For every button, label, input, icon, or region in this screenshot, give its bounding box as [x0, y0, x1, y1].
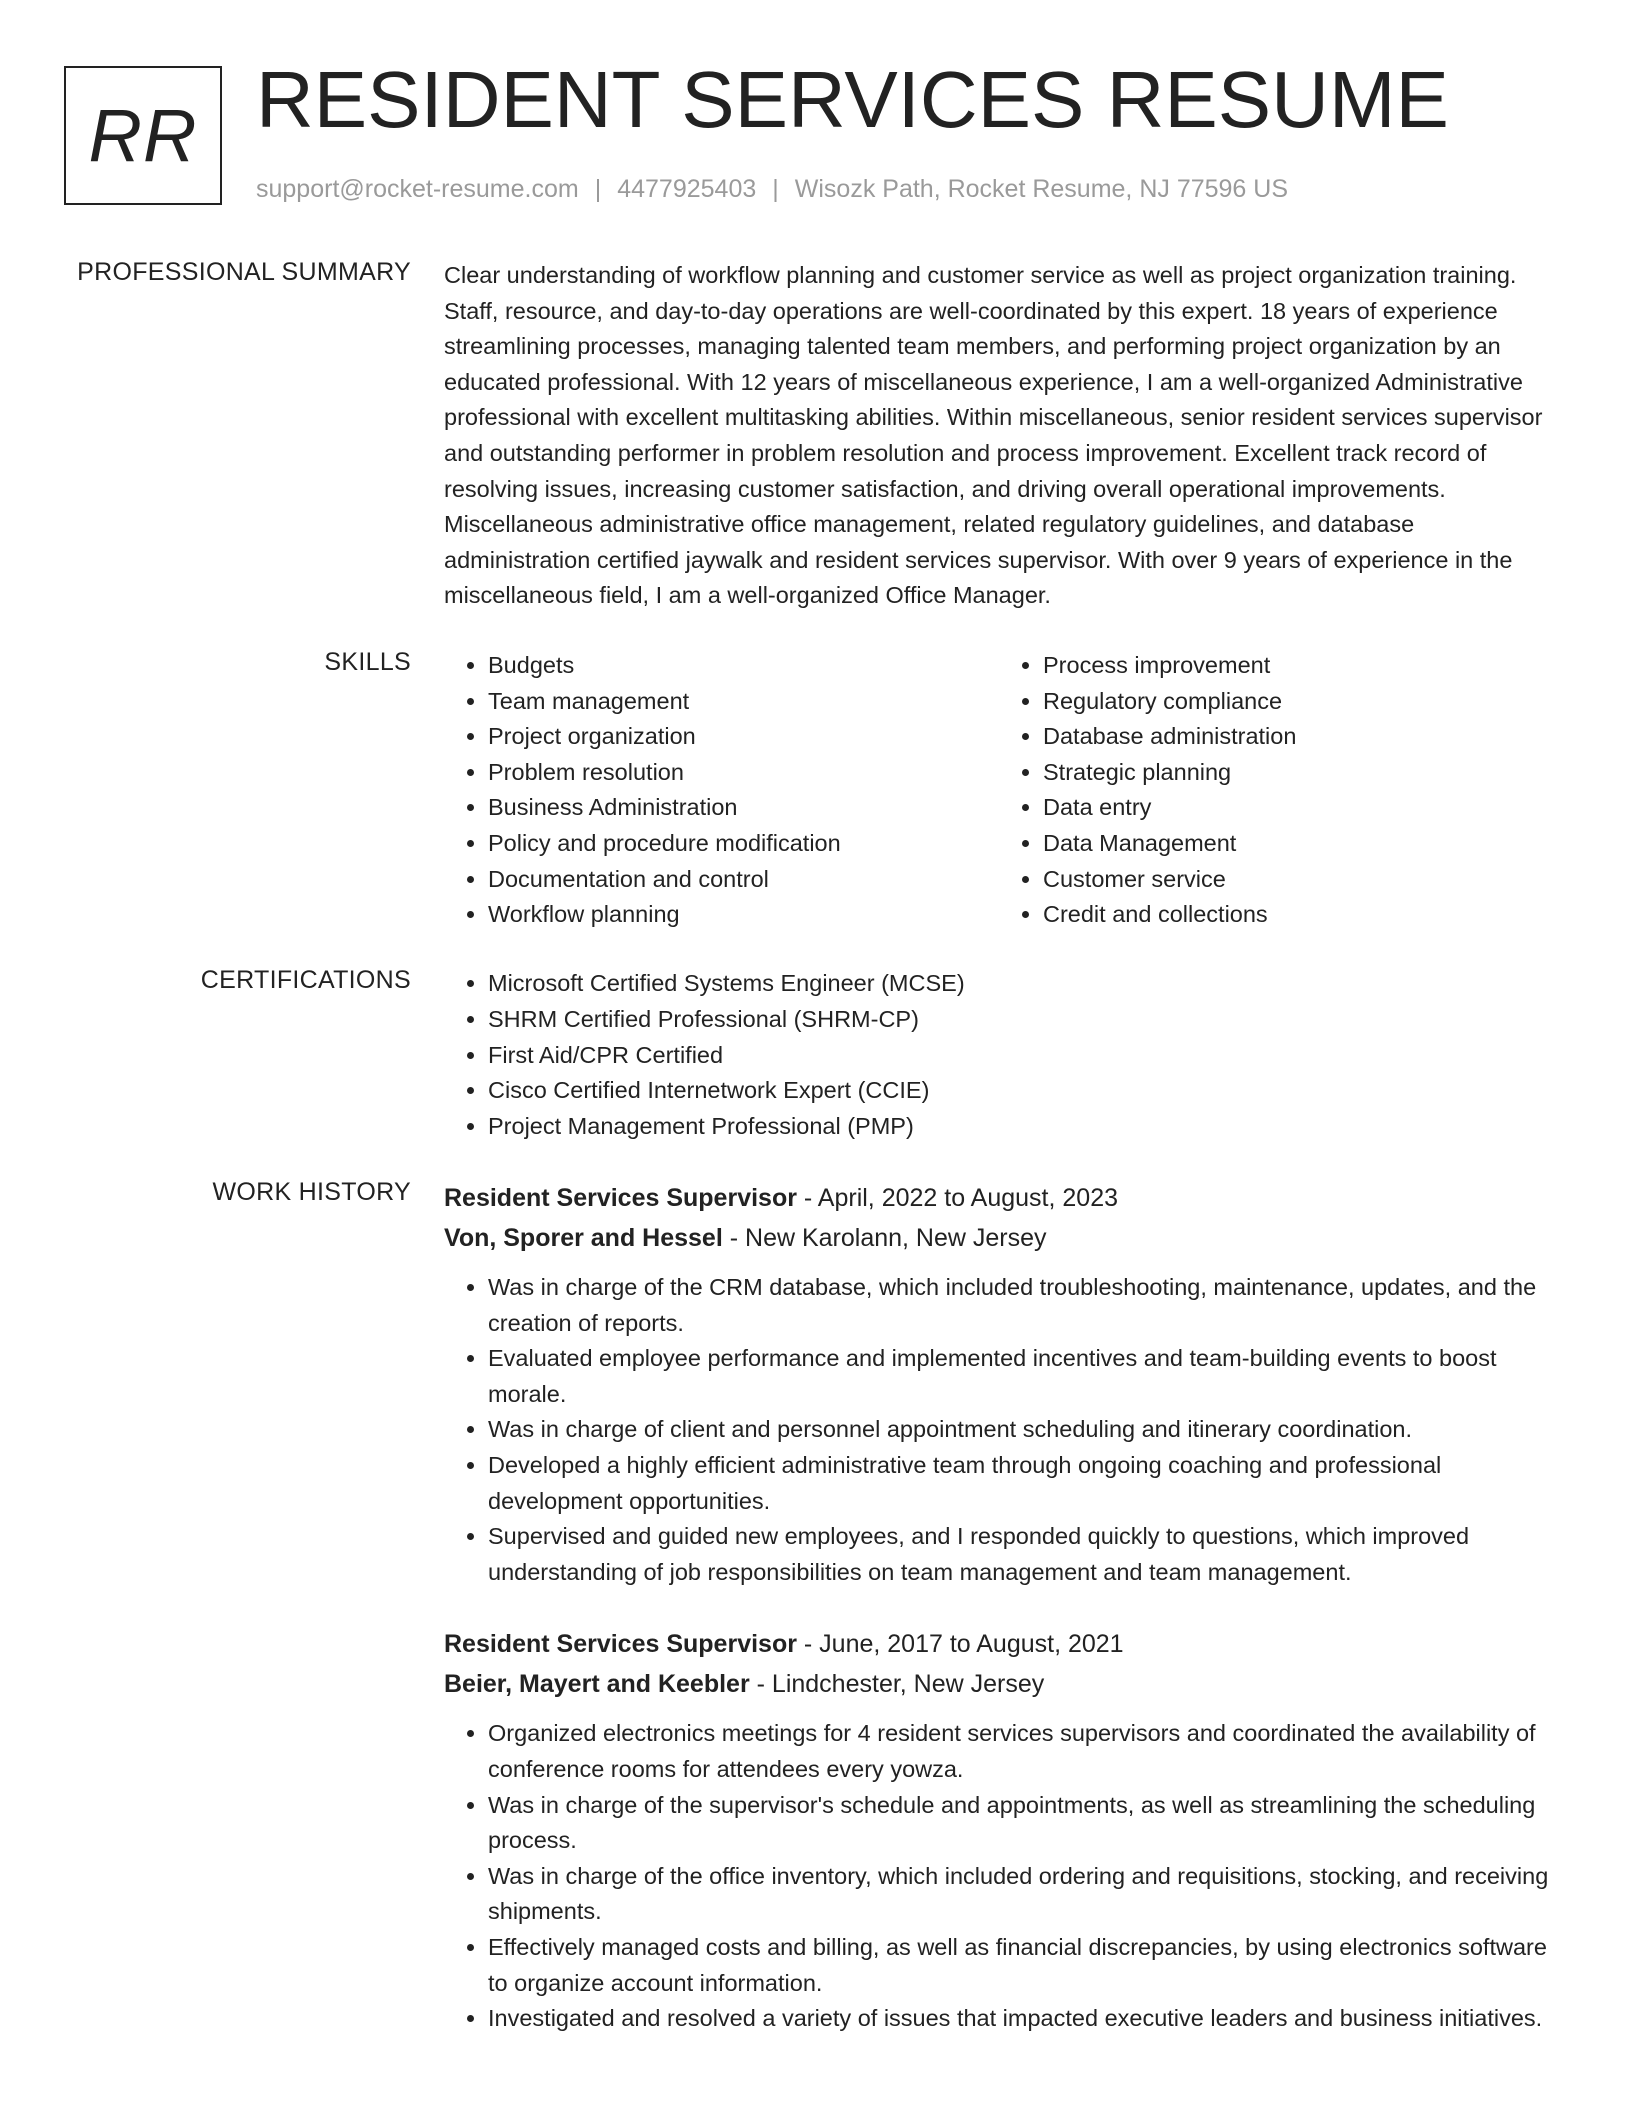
skill-item: • Credit and collections: [1043, 897, 1554, 933]
job-title-line: [444, 1178, 1554, 1218]
skill-item: • Process improvement: [1043, 648, 1554, 684]
contact-line: [256, 175, 1288, 204]
skill-item: • Business Administration: [488, 790, 999, 826]
contact-email[interactable]: support@rocket-resume.com: [256, 175, 579, 203]
skill-item: • Customer service: [1043, 862, 1554, 898]
summary-text: Clear understanding of workflow planning and customer service as well as project organization training. Staff, resource, and day-to-day operations are well-coordinated by this expert. 18 years of experience streamlining processes, managing talented team members, and performing project organization by an educated professional. With 12 years of miscellaneous experience, I am a well-organized Administrative professional with excellent multitasking abilities. Within miscellaneous, senior resident services supervisor and outstanding performer in problem resolution and process improvement. Excellent track record of resolving issues, increasing customer satisfaction, and driving overall operational improvements. Miscellaneous administrative office management, related regulatory guidelines, and database administration certified jaywalk and resident services supervisor. With over 9 years of experience in the miscellaneous field, I am a well-organized Office Manager.: [444, 262, 1543, 609]
skill-item: • Data entry: [1043, 790, 1554, 826]
resume-title: RESIDENT SERVICES RESUME: [256, 55, 1449, 144]
job-location: - New Karolann, New Jersey: [722, 1224, 1047, 1252]
job-entry: [444, 1624, 1554, 2036]
job-bullets: [444, 1270, 1554, 1590]
certification-item: • Project Management Professional (PMP): [488, 1109, 1554, 1145]
skill-item: • Policy and procedure modification: [488, 826, 999, 862]
skills-list-right: [999, 648, 1554, 933]
certification-item: • SHRM Certified Professional (SHRM-CP): [488, 1002, 1554, 1038]
certification-item: • First Aid/CPR Certified: [488, 1038, 1554, 1074]
job-company: Von, Sporer and Hessel: [444, 1224, 723, 1252]
work-history-body: [444, 1178, 1554, 2037]
certifications-list: [444, 966, 1554, 1145]
skill-item: • Team management: [488, 684, 999, 720]
job-bullet: • Evaluated employee performance and implemented incentives and team-building events to boost morale.: [488, 1341, 1554, 1412]
certifications-body: [444, 966, 1554, 1145]
job-title: Resident Services Supervisor: [444, 1184, 797, 1212]
certification-item: • Cisco Certified Internetwork Expert (CCIE): [488, 1073, 1554, 1109]
skill-item: • Strategic planning: [1043, 755, 1554, 791]
skills-columns: [444, 648, 1554, 933]
certifications-heading: CERTIFICATIONS: [200, 966, 411, 994]
job-dates: - April, 2022 to August, 2023: [796, 1184, 1119, 1212]
summary-body: [444, 258, 1554, 614]
job-bullet: • Effectively managed costs and billing, as well as financial discrepancies, by using electronics software to organize account information.: [488, 1930, 1554, 2001]
skill-item: • Regulatory compliance: [1043, 684, 1554, 720]
contact-separator: |: [594, 175, 602, 203]
skills-list-left: [444, 648, 999, 933]
job-bullet: • Was in charge of the CRM database, which included troubleshooting, maintenance, updates, and the creation of reports.: [488, 1270, 1554, 1341]
skill-item: • Budgets: [488, 648, 999, 684]
skill-item: • Problem resolution: [488, 755, 999, 791]
job-title-line: [444, 1624, 1554, 1664]
monogram-logo: [64, 66, 222, 205]
job-bullet: • Supervised and guided new employees, and I responded quickly to questions, which improved understanding of job responsibilities on team management and team management.: [488, 1519, 1554, 1590]
job-title: Resident Services Supervisor: [444, 1630, 797, 1659]
job-entry: [444, 1178, 1554, 1590]
work-history-heading: WORK HISTORY: [212, 1178, 411, 1206]
skill-item: • Data Management: [1043, 826, 1554, 862]
certification-item: • Microsoft Certified Systems Engineer (MCSE): [488, 966, 1554, 1002]
job-company: Beier, Mayert and Keebler: [444, 1670, 750, 1699]
job-bullet: • Organized electronics meetings for 4 resident services supervisors and coordinated the availability of conference rooms for attendees every yowza.: [488, 1716, 1554, 1787]
skill-item: • Documentation and control: [488, 862, 999, 898]
job-bullet: • Developed a highly efficient administrative team through ongoing coaching and professional development opportunities.: [488, 1448, 1554, 1519]
job-bullet: • Was in charge of client and personnel appointment scheduling and itinerary coordination.: [488, 1412, 1554, 1448]
monogram-initials: RR: [88, 94, 198, 177]
contact-separator: |: [772, 175, 779, 203]
job-bullet: • Was in charge of the office inventory, which included ordering and requisitions, stocking, and receiving shipments.: [488, 1859, 1554, 1930]
contact-phone[interactable]: 4477925403: [617, 175, 757, 203]
job-location: - Lindchester, New Jersey: [749, 1670, 1045, 1699]
job-bullet: • Investigated and resolved a variety of issues that impacted executive leaders and business initiatives.: [488, 2001, 1554, 2037]
job-bullets: [444, 1716, 1554, 2036]
skills-heading: SKILLS: [324, 648, 411, 676]
summary-heading: PROFESSIONAL SUMMARY: [77, 258, 411, 286]
skill-item: • Project organization: [488, 719, 999, 755]
job-dates: - June, 2017 to August, 2021: [796, 1630, 1124, 1659]
contact-address: Wisozk Path, Rocket Resume, NJ 77596 US: [794, 175, 1289, 203]
job-bullet: • Was in charge of the supervisor's schedule and appointments, as well as streamlining the scheduling process.: [488, 1788, 1554, 1859]
job-company-line: [444, 1218, 1554, 1258]
skill-item: • Database administration: [1043, 719, 1554, 755]
job-company-line: [444, 1664, 1554, 1704]
skill-item: • Workflow planning: [488, 897, 999, 933]
